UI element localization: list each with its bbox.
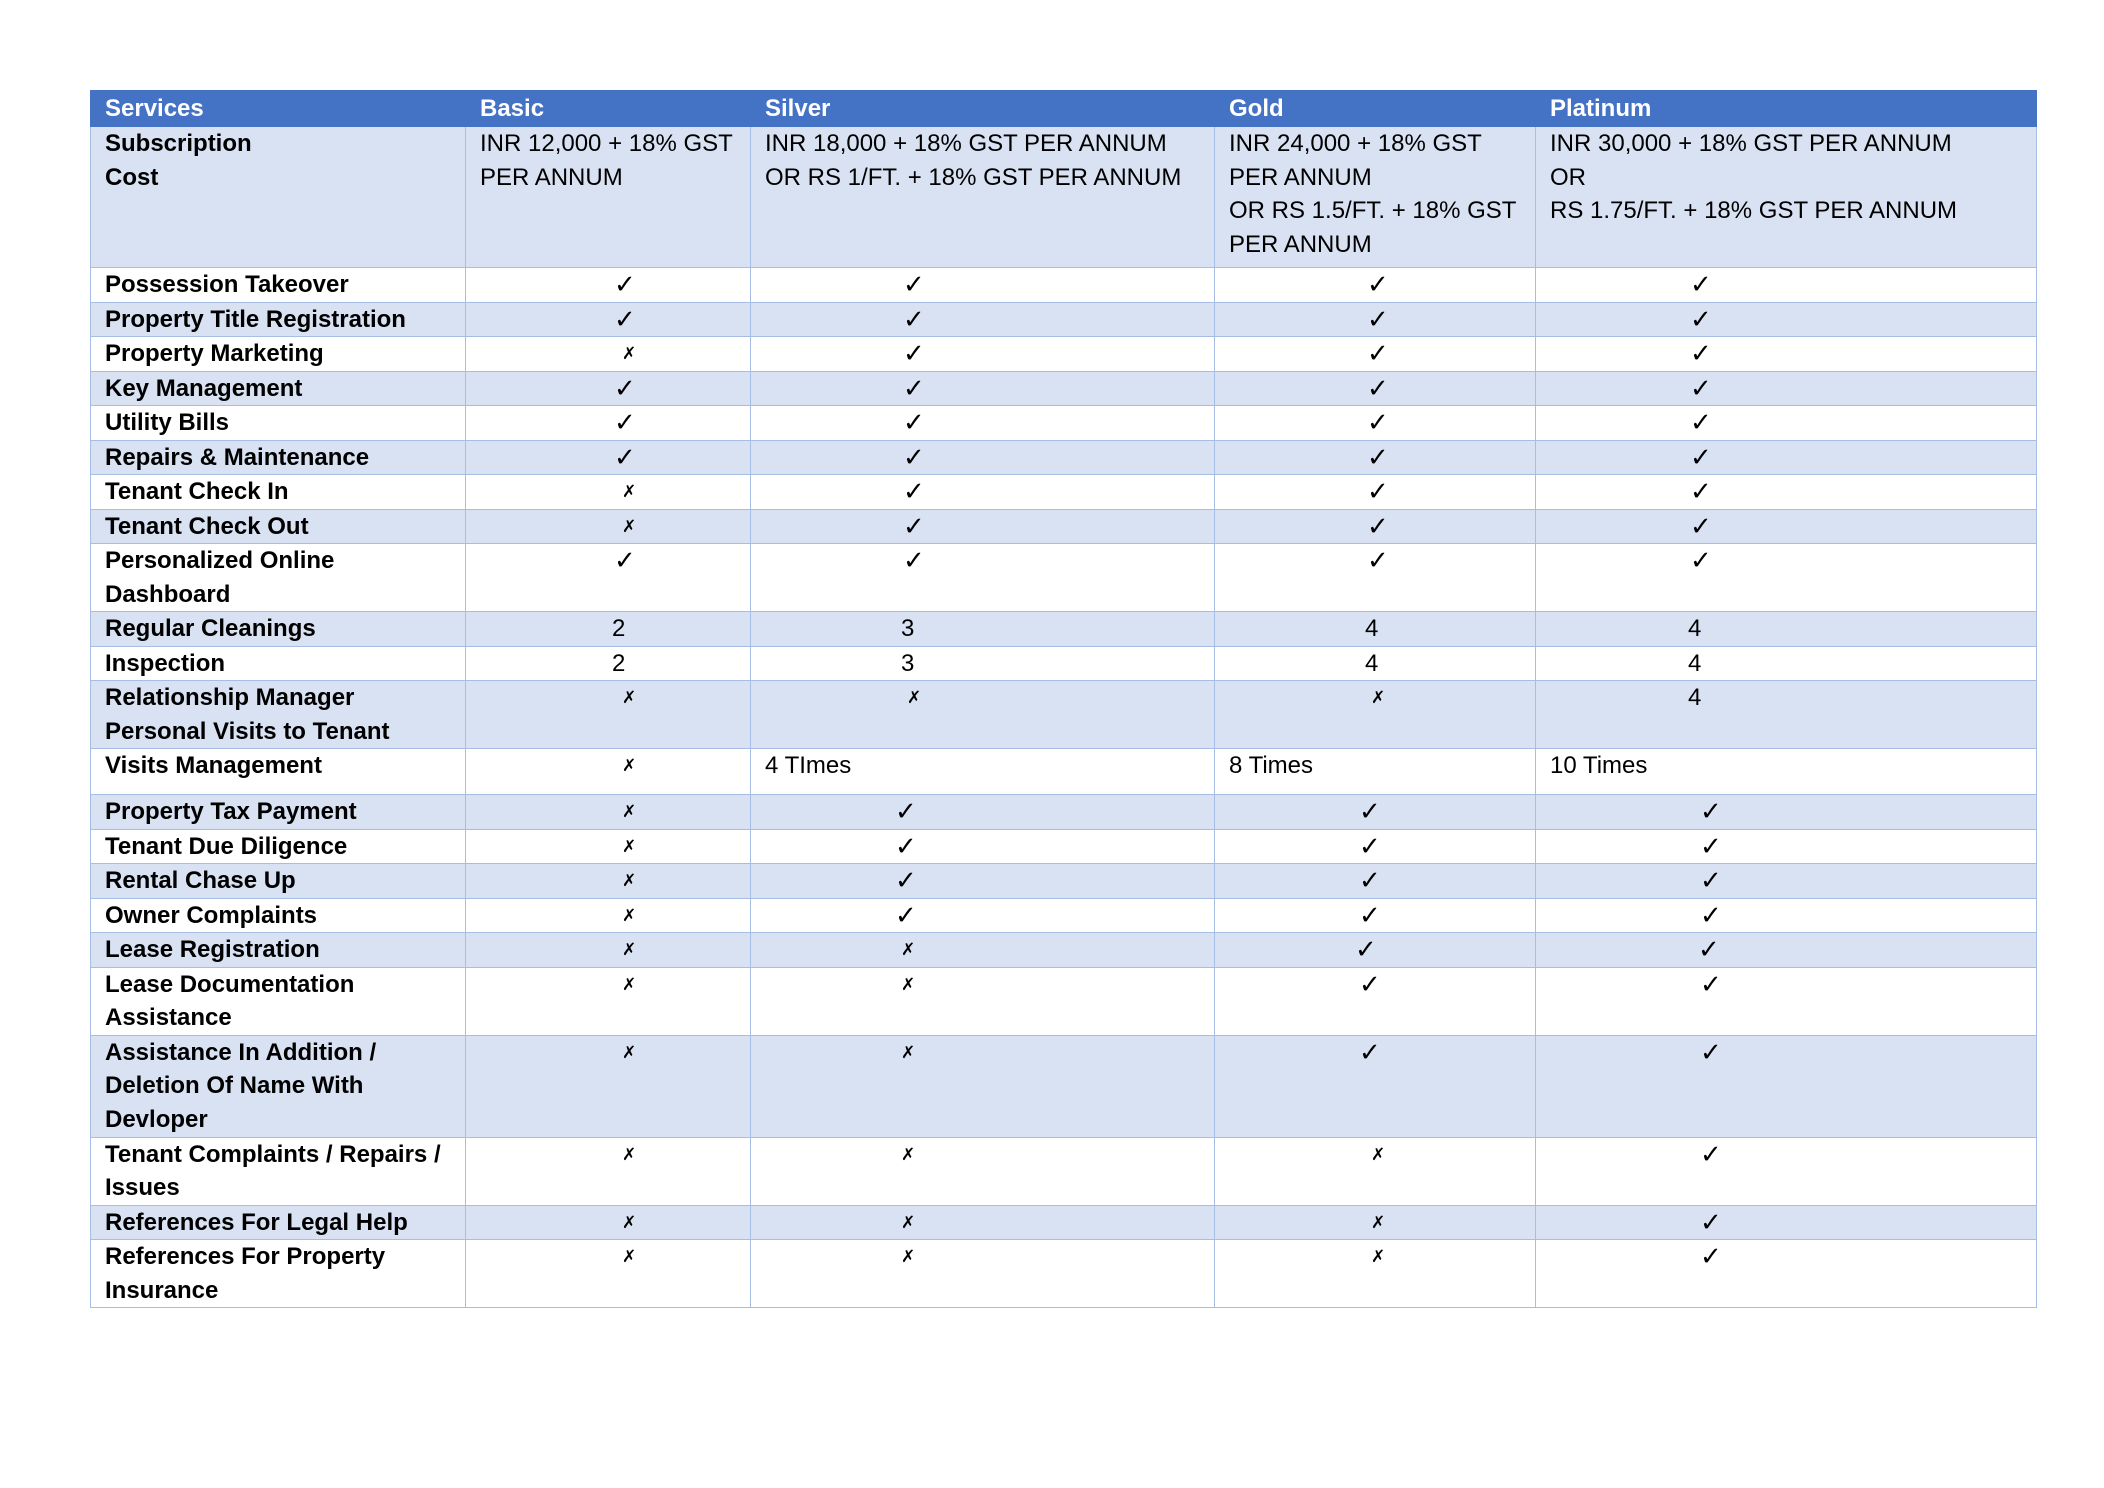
- platinum-cost: INR 30,000 + 18% GST PER ANNUM OR RS 1.75/FT. + 18% GST PER ANNUM: [1536, 127, 2037, 268]
- check-icon: ✓: [1359, 796, 1381, 826]
- cross-icon: ✗: [901, 1247, 916, 1266]
- count-value: 3: [901, 615, 915, 642]
- silver-cell: [751, 646, 1215, 681]
- check-icon: ✓: [1367, 476, 1389, 506]
- basic-cell: [466, 302, 751, 337]
- table-row: [91, 864, 2037, 899]
- count-value: 2: [612, 649, 626, 677]
- cross-icon: ✗: [622, 516, 637, 536]
- silver-cell: [751, 302, 1215, 337]
- silver-cell: [751, 509, 1215, 544]
- check-icon: ✓: [1700, 1138, 1722, 1169]
- table-row: [91, 1035, 2037, 1137]
- platinum-cell: [1536, 475, 2037, 510]
- check-icon: ✓: [1700, 1241, 1722, 1271]
- gold-cell: [1215, 864, 1536, 899]
- count-value: 3: [901, 649, 915, 677]
- check-icon: ✓: [614, 372, 636, 403]
- visits-count-text: 4 TImes: [765, 752, 852, 779]
- silver-cell: [751, 1205, 1215, 1240]
- basic-cost: INR 12,000 + 18% GST PER ANNUM: [466, 127, 751, 268]
- check-icon: ✓: [1690, 476, 1712, 506]
- table-row: [91, 337, 2037, 372]
- silver-cell: [751, 1137, 1215, 1205]
- check-icon: ✓: [1367, 407, 1389, 437]
- check-icon: ✓: [1367, 338, 1389, 368]
- count-value: 4: [1365, 615, 1379, 642]
- pricing-comparison-table: [90, 90, 2037, 1308]
- check-icon: ✓: [1690, 545, 1712, 575]
- platinum-cell: [1536, 544, 2037, 612]
- service-label: Tenant Due Diligence: [91, 829, 466, 864]
- header-services: Services: [91, 91, 466, 127]
- basic-cell: [466, 1240, 751, 1308]
- check-icon: ✓: [1367, 545, 1389, 575]
- check-icon: ✓: [903, 338, 925, 368]
- service-label: Property Tax Payment: [91, 795, 466, 830]
- service-label: Assistance In Addition / Deletion Of Name With Devloper: [91, 1035, 466, 1137]
- gold-cell: [1215, 1240, 1536, 1308]
- table-row: [91, 681, 2037, 749]
- platinum-cell: [1536, 1137, 2037, 1205]
- basic-cell: [466, 864, 751, 899]
- basic-cell: [466, 795, 751, 830]
- cross-icon: ✗: [622, 940, 637, 959]
- gold-cell: [1215, 681, 1536, 749]
- count-value: 2: [612, 615, 626, 642]
- gold-cell: [1215, 302, 1536, 337]
- platinum-cell: [1536, 440, 2037, 475]
- cross-icon: ✗: [901, 1212, 916, 1232]
- platinum-cell: [1536, 268, 2037, 303]
- basic-cell: [466, 749, 751, 795]
- cross-icon: ✗: [901, 1144, 916, 1164]
- cross-icon: ✗: [622, 974, 637, 994]
- check-icon: ✓: [903, 510, 925, 541]
- silver-cell: [751, 681, 1215, 749]
- check-icon: ✓: [1359, 968, 1381, 999]
- check-icon: ✓: [1698, 934, 1720, 964]
- service-label: Inspection: [91, 646, 466, 681]
- cross-icon: ✗: [907, 688, 922, 707]
- table-row: [91, 1205, 2037, 1240]
- table-row: [91, 371, 2037, 406]
- table-row: [91, 795, 2037, 830]
- check-icon: ✓: [1700, 1036, 1722, 1067]
- cross-icon: ✗: [1371, 688, 1386, 707]
- table-row: [91, 967, 2037, 1035]
- platinum-cell: [1536, 795, 2037, 830]
- check-icon: ✓: [1359, 865, 1381, 895]
- header-gold: Gold: [1215, 91, 1536, 127]
- check-icon: ✓: [614, 303, 636, 334]
- basic-cell: [466, 681, 751, 749]
- check-icon: ✓: [1690, 372, 1712, 403]
- header-platinum: Platinum: [1536, 91, 2037, 127]
- service-label: References For Property Insurance: [91, 1240, 466, 1308]
- count-value: 4: [1688, 649, 1702, 677]
- check-icon: ✓: [1690, 441, 1712, 472]
- check-icon: ✓: [1367, 269, 1389, 299]
- subscription-cost-row: [91, 127, 2037, 268]
- gold-cell: [1215, 509, 1536, 544]
- gold-cell: [1215, 440, 1536, 475]
- silver-cell: [751, 898, 1215, 933]
- check-icon: ✓: [1700, 796, 1722, 826]
- silver-cell: [751, 829, 1215, 864]
- service-label: Possession Takeover: [91, 268, 466, 303]
- check-icon: ✓: [1700, 899, 1722, 930]
- check-icon: ✓: [903, 303, 925, 334]
- cross-icon: ✗: [901, 940, 916, 959]
- table-row: [91, 829, 2037, 864]
- service-label: References For Legal Help: [91, 1205, 466, 1240]
- cross-icon: ✗: [622, 688, 637, 707]
- silver-cell: [751, 544, 1215, 612]
- silver-cell: [751, 749, 1215, 795]
- visits-count-text: 8 Times: [1229, 752, 1314, 779]
- check-icon: ✓: [1367, 303, 1389, 334]
- silver-cell: [751, 933, 1215, 968]
- silver-cell: [751, 967, 1215, 1035]
- cross-icon: ✗: [622, 344, 637, 363]
- check-icon: ✓: [1700, 830, 1722, 861]
- check-icon: ✓: [895, 830, 917, 861]
- gold-cell: [1215, 475, 1536, 510]
- table-row: [91, 646, 2037, 681]
- platinum-cell: [1536, 749, 2037, 795]
- platinum-cell: [1536, 1240, 2037, 1308]
- basic-cell: [466, 1137, 751, 1205]
- gold-cell: [1215, 749, 1536, 795]
- check-icon: ✓: [895, 899, 917, 930]
- table-row: [91, 475, 2037, 510]
- platinum-cell: [1536, 646, 2037, 681]
- basic-cell: [466, 371, 751, 406]
- table-row: [91, 544, 2037, 612]
- cross-icon: ✗: [622, 1042, 637, 1062]
- silver-cell: [751, 406, 1215, 441]
- table-row: [91, 933, 2037, 968]
- gold-cost: INR 24,000 + 18% GST PER ANNUM OR RS 1.5/FT. + 18% GST PER ANNUM: [1215, 127, 1536, 268]
- table-row: [91, 1240, 2037, 1308]
- cross-icon: ✗: [1371, 1247, 1386, 1266]
- platinum-cell: [1536, 967, 2037, 1035]
- service-label: Key Management: [91, 371, 466, 406]
- cross-icon: ✗: [1371, 1144, 1386, 1164]
- table-row: [91, 268, 2037, 303]
- gold-cell: [1215, 371, 1536, 406]
- gold-cell: [1215, 1035, 1536, 1137]
- cross-icon: ✗: [622, 871, 637, 890]
- table-header-row: [91, 91, 2037, 127]
- table-row: [91, 1137, 2037, 1205]
- service-label: Visits Management: [91, 749, 466, 795]
- cross-icon: ✗: [901, 974, 916, 994]
- check-icon: ✓: [903, 441, 925, 472]
- platinum-cell: [1536, 337, 2037, 372]
- basic-cell: [466, 544, 751, 612]
- silver-cost: INR 18,000 + 18% GST PER ANNUM OR RS 1/FT. + 18% GST PER ANNUM: [751, 127, 1215, 268]
- service-label: Rental Chase Up: [91, 864, 466, 899]
- platinum-cell: [1536, 933, 2037, 968]
- cross-icon: ✗: [622, 1212, 637, 1232]
- basic-cell: [466, 612, 751, 647]
- check-icon: ✓: [614, 545, 636, 575]
- header-basic: Basic: [466, 91, 751, 127]
- check-icon: ✓: [1359, 899, 1381, 930]
- header-silver: Silver: [751, 91, 1215, 127]
- gold-cell: [1215, 268, 1536, 303]
- platinum-cell: [1536, 898, 2037, 933]
- service-label: Lease Documentation Assistance: [91, 967, 466, 1035]
- service-label: Owner Complaints: [91, 898, 466, 933]
- check-icon: ✓: [903, 545, 925, 575]
- check-icon: ✓: [1690, 269, 1712, 299]
- basic-cell: [466, 268, 751, 303]
- gold-cell: [1215, 829, 1536, 864]
- silver-cell: [751, 864, 1215, 899]
- check-icon: ✓: [903, 372, 925, 403]
- silver-cell: [751, 475, 1215, 510]
- platinum-cell: [1536, 612, 2037, 647]
- count-value: 4: [1688, 615, 1702, 642]
- check-icon: ✓: [614, 441, 636, 472]
- gold-cell: [1215, 933, 1536, 968]
- count-value: 4: [1365, 649, 1379, 677]
- cross-icon: ✗: [622, 905, 637, 925]
- check-icon: ✓: [1355, 934, 1377, 964]
- basic-cell: [466, 967, 751, 1035]
- count-value: 4: [1688, 684, 1702, 711]
- check-icon: ✓: [895, 796, 917, 826]
- basic-cell: [466, 898, 751, 933]
- cross-icon: ✗: [622, 802, 637, 821]
- gold-cell: [1215, 1205, 1536, 1240]
- basic-cell: [466, 509, 751, 544]
- silver-cell: [751, 1035, 1215, 1137]
- table-row: [91, 406, 2037, 441]
- service-label: Property Marketing: [91, 337, 466, 372]
- table-row: [91, 612, 2037, 647]
- silver-cell: [751, 440, 1215, 475]
- basic-cell: [466, 475, 751, 510]
- check-icon: ✓: [614, 407, 636, 437]
- gold-cell: [1215, 406, 1536, 441]
- check-icon: ✓: [1690, 510, 1712, 541]
- check-icon: ✓: [1367, 441, 1389, 472]
- silver-cell: [751, 268, 1215, 303]
- silver-cell: [751, 612, 1215, 647]
- platinum-cell: [1536, 1205, 2037, 1240]
- cross-icon: ✗: [622, 1144, 637, 1164]
- service-label: Utility Bills: [91, 406, 466, 441]
- cross-icon: ✗: [622, 756, 637, 775]
- platinum-cell: [1536, 302, 2037, 337]
- check-icon: ✓: [903, 407, 925, 437]
- check-icon: ✓: [1690, 338, 1712, 368]
- check-icon: ✓: [1700, 968, 1722, 999]
- cross-icon: ✗: [622, 836, 637, 856]
- check-icon: ✓: [895, 865, 917, 895]
- cross-icon: ✗: [901, 1042, 916, 1062]
- check-icon: ✓: [1700, 865, 1722, 895]
- check-icon: ✓: [614, 269, 636, 299]
- gold-cell: [1215, 795, 1536, 830]
- gold-cell: [1215, 898, 1536, 933]
- service-label: Tenant Complaints / Repairs / Issues: [91, 1137, 466, 1205]
- silver-cell: [751, 795, 1215, 830]
- basic-cell: [466, 646, 751, 681]
- service-label: Lease Registration: [91, 933, 466, 968]
- table-row: [91, 509, 2037, 544]
- platinum-cell: [1536, 371, 2037, 406]
- table-row: [91, 749, 2037, 795]
- platinum-cell: [1536, 1035, 2037, 1137]
- gold-cell: [1215, 967, 1536, 1035]
- gold-cell: [1215, 1137, 1536, 1205]
- check-icon: ✓: [903, 476, 925, 506]
- platinum-cell: [1536, 406, 2037, 441]
- check-icon: ✓: [1690, 407, 1712, 437]
- check-icon: ✓: [1367, 510, 1389, 541]
- service-label: Repairs & Maintenance: [91, 440, 466, 475]
- check-icon: ✓: [1700, 1206, 1722, 1237]
- gold-cell: [1215, 544, 1536, 612]
- basic-cell: [466, 1035, 751, 1137]
- silver-cell: [751, 337, 1215, 372]
- table-row: [91, 302, 2037, 337]
- service-label: Property Title Registration: [91, 302, 466, 337]
- service-label: Regular Cleanings: [91, 612, 466, 647]
- platinum-cell: [1536, 829, 2037, 864]
- cross-icon: ✗: [1371, 1212, 1386, 1232]
- basic-cell: [466, 1205, 751, 1240]
- cross-icon: ✗: [622, 1247, 637, 1266]
- basic-cell: [466, 933, 751, 968]
- check-icon: ✓: [1367, 372, 1389, 403]
- gold-cell: [1215, 612, 1536, 647]
- pricing-table-container: [90, 90, 2036, 1308]
- platinum-cell: [1536, 509, 2037, 544]
- basic-cell: [466, 440, 751, 475]
- check-icon: ✓: [1690, 303, 1712, 334]
- service-label: Relationship Manager Personal Visits to Tenant: [91, 681, 466, 749]
- subscription-cost-label: Subscription Cost: [91, 127, 466, 268]
- platinum-cell: [1536, 864, 2037, 899]
- basic-cell: [466, 829, 751, 864]
- table-row: [91, 898, 2037, 933]
- platinum-cell: [1536, 681, 2037, 749]
- silver-cell: [751, 1240, 1215, 1308]
- check-icon: ✓: [1359, 830, 1381, 861]
- service-label: Tenant Check Out: [91, 509, 466, 544]
- visits-count-text: 10 Times: [1550, 752, 1648, 779]
- service-label: Personalized Online Dashboard: [91, 544, 466, 612]
- cross-icon: ✗: [622, 482, 637, 501]
- check-icon: ✓: [903, 269, 925, 299]
- basic-cell: [466, 337, 751, 372]
- basic-cell: [466, 406, 751, 441]
- gold-cell: [1215, 337, 1536, 372]
- gold-cell: [1215, 646, 1536, 681]
- silver-cell: [751, 371, 1215, 406]
- table-row: [91, 440, 2037, 475]
- service-label: Tenant Check In: [91, 475, 466, 510]
- check-icon: ✓: [1359, 1036, 1381, 1067]
